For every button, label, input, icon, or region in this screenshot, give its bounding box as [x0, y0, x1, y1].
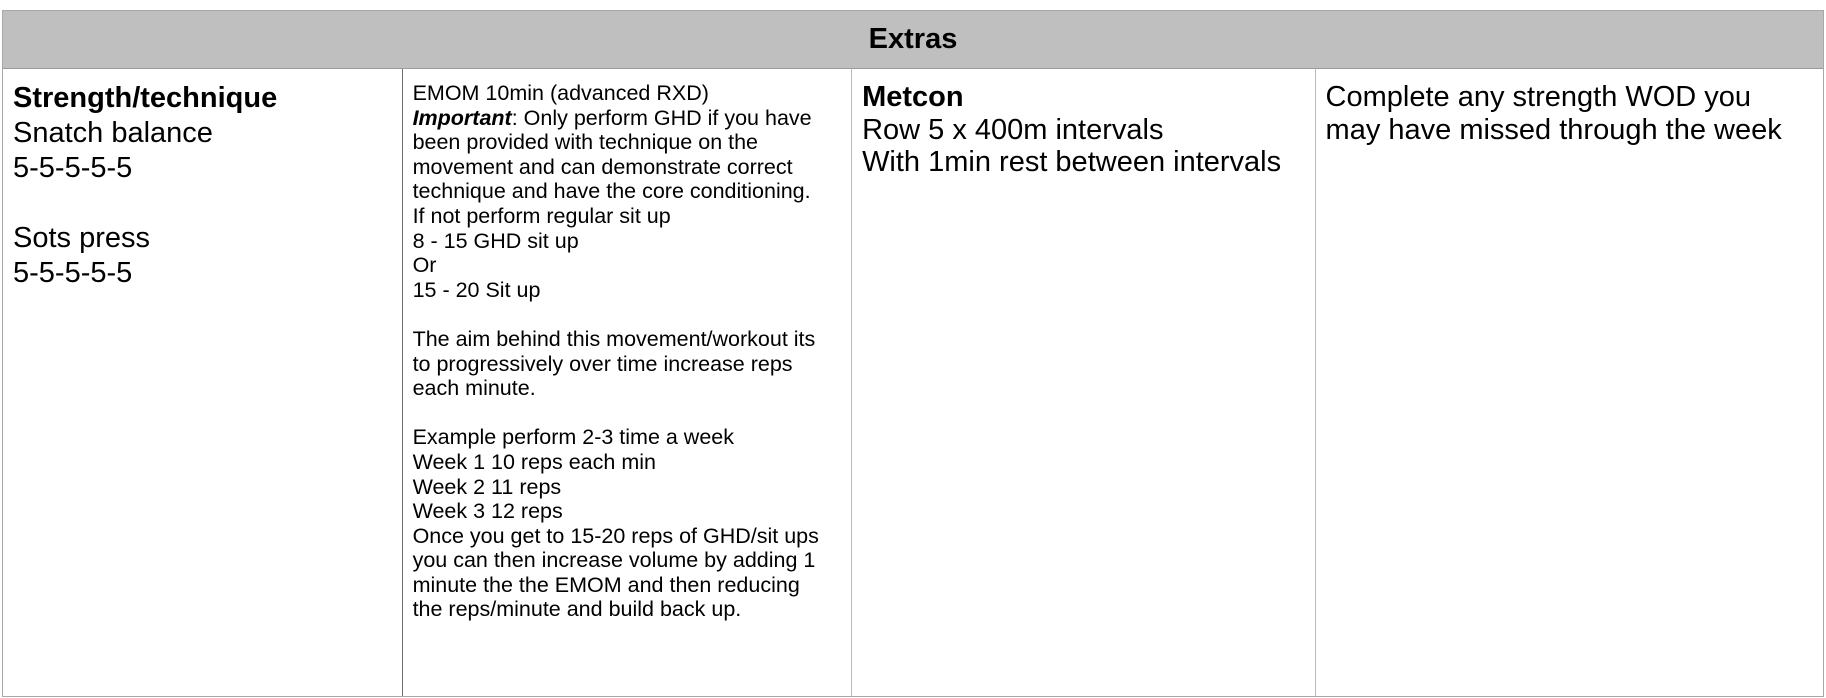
cell-line: Week 1 10 reps each min	[412, 449, 656, 474]
cell-line: Once you get to 15-20 reps of GHD/sit ups	[412, 523, 819, 548]
cell-line: Or	[412, 253, 437, 278]
extras-table	[2, 10, 1824, 697]
emom-cell[interactable]	[403, 69, 853, 696]
cell-line: EMOM 10min (advanced RXD)	[412, 81, 709, 105]
cell-line: minute the the EMOM and then reducing	[412, 572, 800, 597]
important-line	[413, 106, 842, 131]
header-title: Extras	[868, 23, 958, 55]
cell-line: the reps/minute and build back up.	[412, 597, 742, 622]
cell-line: you can then increase volume by adding 1	[412, 548, 816, 573]
cell-line: The aim behind this movement/workout its	[412, 326, 816, 351]
cell-line: Complete any strength WOD you	[1325, 81, 1752, 113]
cell-line: Snatch balance	[13, 117, 213, 149]
cell-line: 8 - 15 GHD sit up	[412, 228, 579, 253]
spacer	[13, 186, 392, 221]
strength-heading: Strength/technique	[13, 82, 278, 114]
metcon-cell[interactable]	[852, 69, 1315, 696]
table-header	[3, 11, 1823, 69]
important-text: : Only perform GHD if you have	[511, 105, 812, 130]
cell-line: Week 2 11 reps	[412, 474, 562, 499]
cell-line: movement and can demonstrate correct	[412, 154, 793, 179]
cell-line: If not perform regular sit up	[412, 203, 671, 228]
cell-line: been provided with technique on the	[412, 130, 759, 155]
important-label: Important	[412, 105, 512, 130]
cell-line: 5-5-5-5-5	[13, 152, 133, 184]
cell-line: Sots press	[13, 222, 150, 254]
cell-line: 5-5-5-5-5	[13, 257, 133, 289]
cell-line: 15 - 20 Sit up	[412, 277, 541, 302]
cell-line: With 1min rest between intervals	[862, 146, 1282, 178]
cell-line: Example perform 2-3 time a week	[412, 425, 734, 450]
cell-line: each minute.	[412, 376, 536, 401]
strength-technique-cell[interactable]	[3, 69, 403, 696]
extra-strength-cell[interactable]	[1316, 69, 1823, 696]
cell-line: Week 3 12 reps	[412, 499, 563, 524]
metcon-heading: Metcon	[862, 81, 964, 113]
cell-line: to progressively over time increase reps	[412, 351, 793, 376]
spacer	[413, 302, 842, 327]
cell-line: technique and have the core conditioning.	[412, 179, 811, 204]
table-row	[3, 69, 1823, 696]
spacer	[413, 401, 842, 426]
cell-line: Row 5 x 400m intervals	[862, 113, 1164, 146]
cell-line: may have missed through the week	[1325, 113, 1782, 146]
